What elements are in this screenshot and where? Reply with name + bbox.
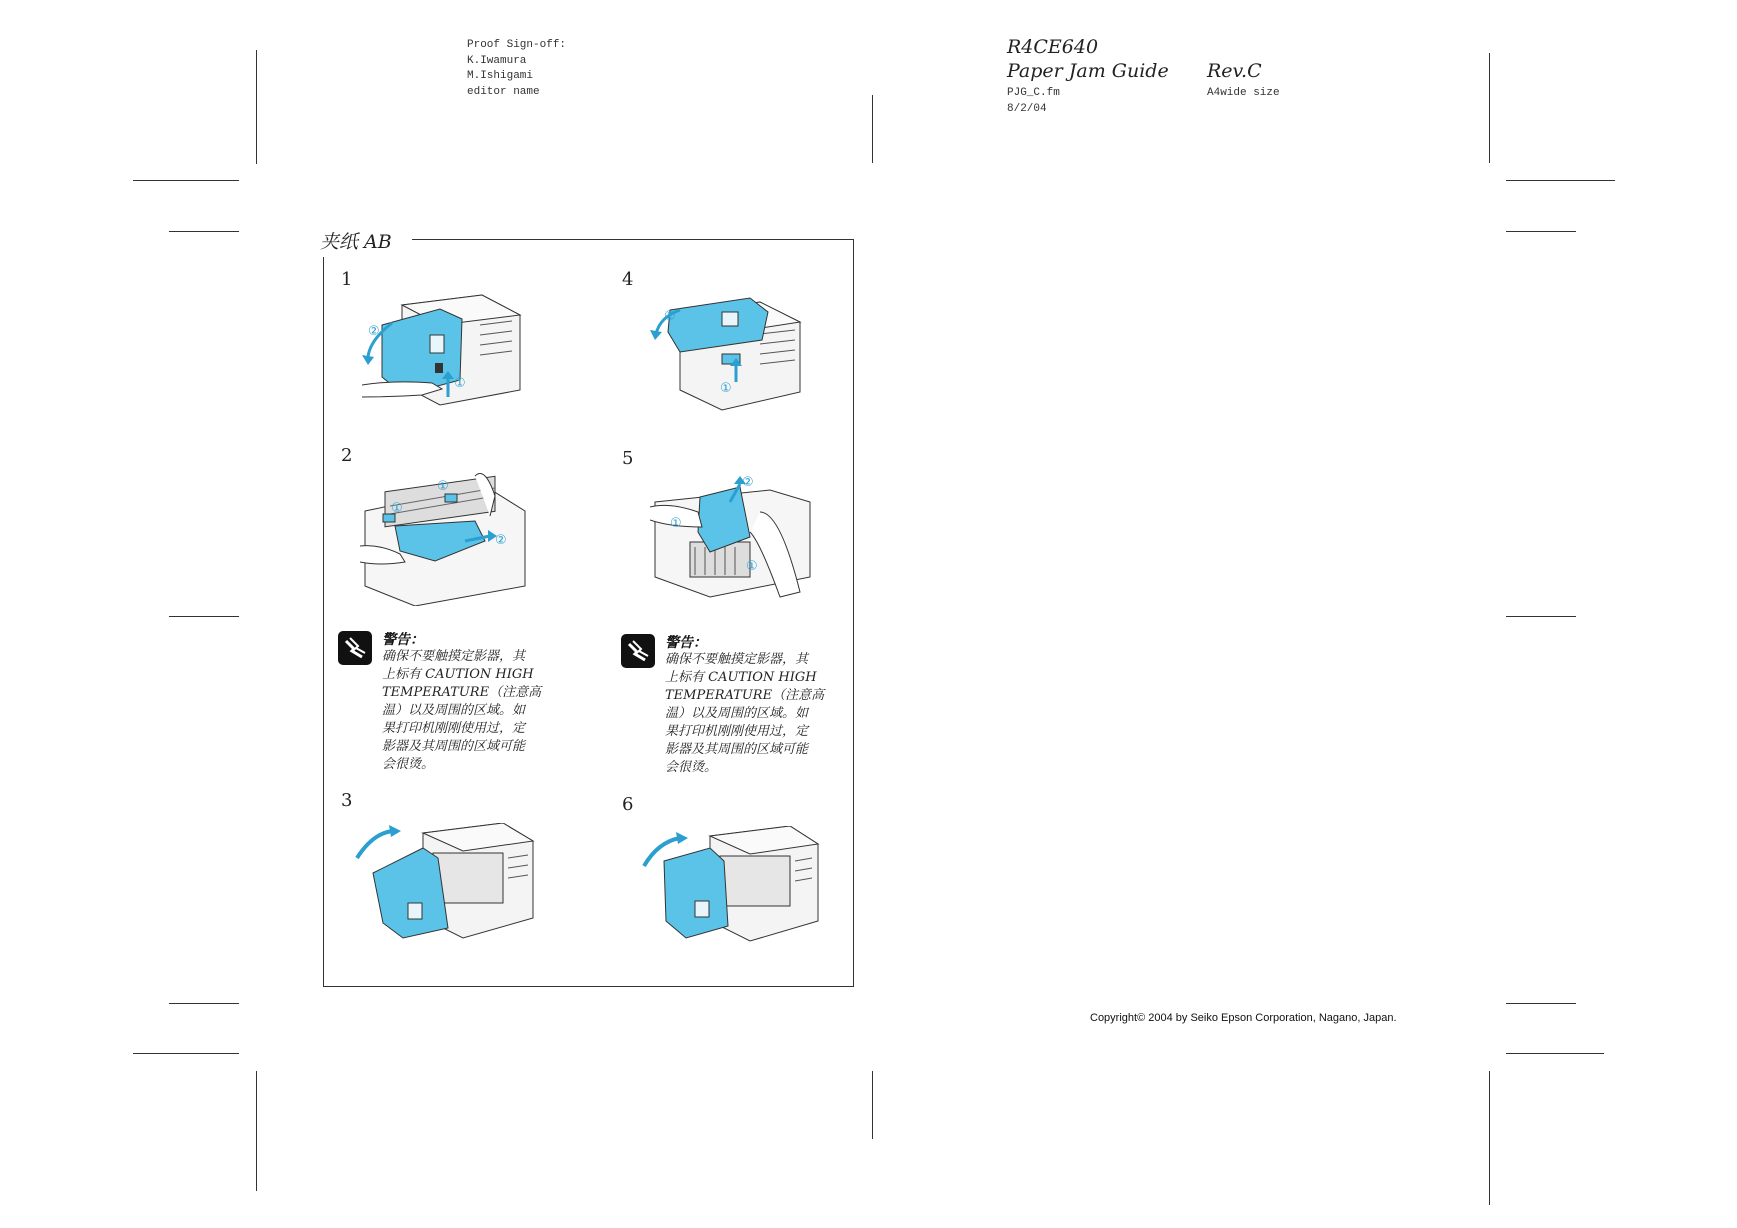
svg-text:①: ① [454,376,466,391]
step-number: 1 [341,269,353,290]
svg-text:②: ② [368,324,380,339]
step-number: 6 [622,794,634,815]
warning-icon [338,631,372,665]
warning-text: 确保不要触摸定影器，其 上标有 CAUTION HIGH TEMPERATURE（注意高 温）以及周围的区域。如 果打印机刚刚使用过，定 影器及其周围的区域可能 会很烫。 [665,652,825,775]
doc-page-size: A4wide size [1207,87,1280,99]
copyright-notice: Copyright© 2004 by Seiko Epson Corporation, Nagano, Japan. [1090,1012,1397,1024]
doc-revision: Rev.C [1207,60,1262,82]
crop-mark [1506,1053,1604,1054]
crop-mark [133,180,239,181]
svg-text:①: ① [437,479,449,494]
paper-removal-illustration-step-5 [650,472,815,607]
signoff-label: Proof Sign-off: [467,39,567,51]
svg-text:①: ① [746,559,758,574]
section-frame-bottom [323,986,854,987]
printer-illustration-step-1 [362,285,527,420]
crop-mark [256,50,257,164]
svg-text:①: ① [720,381,732,396]
warning-text: 确保不要触摸定影器，其 上标有 CAUTION HIGH TEMPERATURE（注意高 温）以及周围的区域。如 果打印机刚刚使用过，定 影器及其周围的区域可能 会很烫。 [382,649,542,772]
crop-mark [1506,180,1615,181]
crop-mark [1506,616,1576,617]
step-number: 4 [622,269,634,290]
crop-mark [872,95,873,163]
warning-title: 警告： [665,635,707,651]
crop-mark [872,1071,873,1139]
proof-signoff [467,38,566,100]
warning-title: 警告： [382,632,424,648]
step-number: 2 [341,445,353,466]
signoff-name: editor name [467,85,540,98]
doc-date: 8/2/04 [1007,102,1047,115]
crop-mark [169,616,239,617]
section-frame-left [323,257,324,987]
crop-mark [1489,53,1490,163]
crop-mark [1489,1071,1490,1205]
doc-title: Paper Jam Guide [1007,60,1169,82]
crop-mark [256,1071,257,1191]
printer-illustration-step-3 [353,823,538,948]
signoff-name: M.Ishigami [467,70,534,82]
printer-illustration-step-4 [650,292,815,427]
section-frame-right [853,239,854,987]
crop-mark [133,1053,239,1054]
paper-removal-illustration-step-2 [355,466,535,606]
crop-mark [169,231,239,232]
crop-mark [169,1003,239,1004]
svg-text:①: ① [391,501,403,516]
svg-text:②: ② [495,533,507,548]
svg-text:②: ② [664,309,676,324]
section-title: 夹纸 AB [320,227,398,254]
signoff-name: K.Iwamura [467,54,527,67]
svg-text:①: ① [670,516,682,531]
section-rule [412,239,854,240]
crop-mark [1506,1003,1576,1004]
svg-text:②: ② [742,475,754,490]
doc-filename: PJG_C.fm [1007,87,1060,99]
printer-illustration-step-6 [640,826,820,951]
warning-icon [621,634,655,668]
step-number: 3 [341,790,353,811]
doc-code: R4CE640 [1007,36,1099,58]
crop-mark [1506,231,1576,232]
step-number: 5 [622,448,634,469]
doc-file-info [1007,86,1060,117]
